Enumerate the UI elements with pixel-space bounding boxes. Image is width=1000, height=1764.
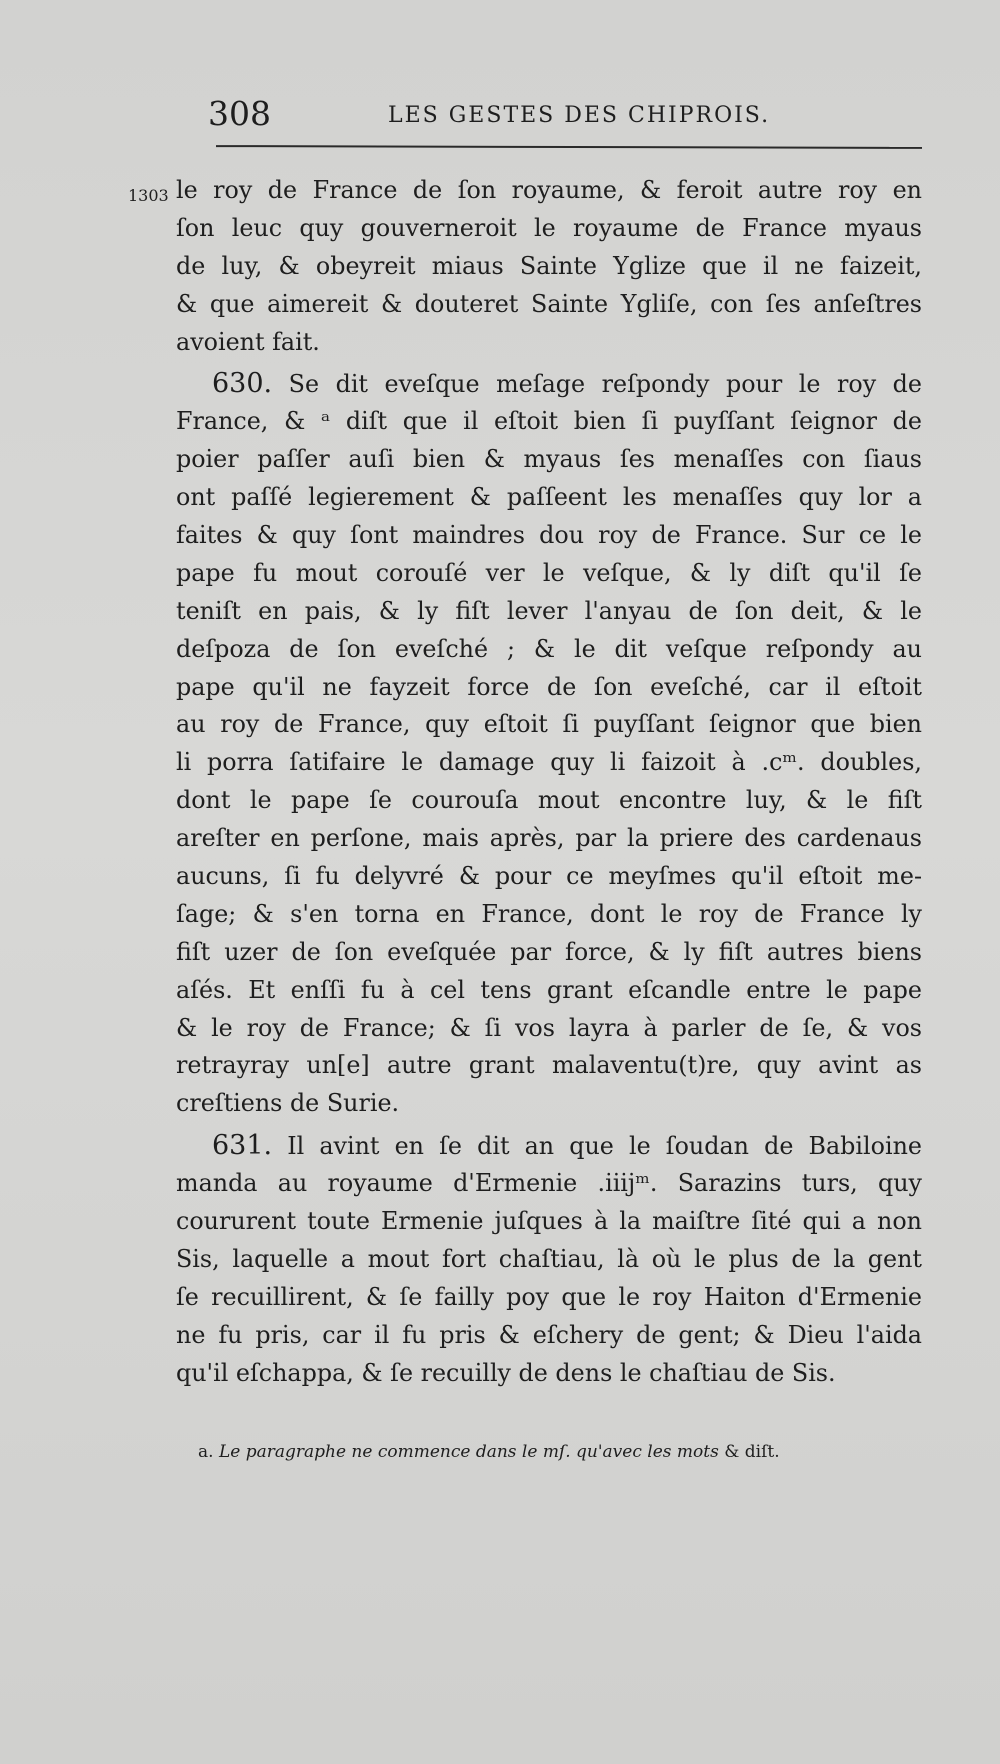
line-text: Se dit eveſque meſage reſpondy pour le roy de [272, 370, 922, 399]
text-line [176, 365, 922, 403]
line-text: de luy, & obeyreit miaus Sainte Yglize que il ne faizeit, [176, 251, 922, 280]
paragraph-number: 630. [212, 368, 273, 400]
line-text: aucuns, ſi fu delyvré & pour ce meyſmes qu'il eſtoit me- [176, 862, 922, 891]
text-line [176, 286, 922, 324]
line-text: Il avint en ſe dit an que le ſoudan de Babiloine [272, 1132, 922, 1161]
text-line [176, 324, 922, 362]
line-text: pape qu'il ne fayzeit force de ſon eveſché, car il eſtoit [176, 672, 922, 701]
text-line [176, 896, 922, 934]
line-text: areſter en perſone, mais après, par la priere des cardenaus [176, 824, 922, 853]
line-text: aſés. Et enſſi fu à cel tens grant eſcandle entre le pape [176, 975, 922, 1004]
line-text: manda au royaume d'Ermenie .iiijᵐ. Sarazins turs, quy [176, 1169, 922, 1198]
footnote-label: a. [198, 1442, 214, 1462]
line-text: ſe recuillirent, & ſe failly poy que le roy Haiton d'Ermenie [176, 1282, 922, 1311]
page-number: 308 [208, 94, 271, 133]
text-line [176, 1010, 922, 1048]
line-text: ſage; & s'en torna en France, dont le roy de France ly [176, 899, 922, 928]
text-line [176, 1165, 922, 1203]
text-line [176, 1047, 922, 1085]
line-text: Sis, laquelle a mout fort chaſtiau, là où le plus de la gent [176, 1244, 922, 1273]
text-line [176, 669, 922, 707]
text-line [176, 972, 922, 1010]
running-title: LES GESTES DES CHIPROIS. [388, 103, 771, 128]
margin-year: 1303 [128, 186, 169, 205]
text-line [176, 1241, 922, 1279]
text-line [176, 1203, 922, 1241]
line-text: le roy de France de ſon royaume, & feroit autre roy en [176, 176, 922, 204]
text-line [176, 706, 922, 744]
text-line [176, 1127, 922, 1165]
line-text: & le roy de France; & ſi vos layra à parler de ſe, & vos [176, 1013, 922, 1042]
text-line [176, 172, 922, 210]
text-line [176, 1317, 922, 1355]
paragraph-number: 631. [212, 1130, 273, 1162]
text-line [176, 1279, 922, 1317]
text-line [176, 934, 922, 972]
line-text: fiſt uzer de ſon eveſquée par force, & ly fiſt autres biens [176, 937, 922, 966]
line-text: poier paſſer auſi bien & myaus ſes menaſſes con ſiaus [176, 445, 922, 474]
text-line [176, 858, 922, 896]
line-text: qu'il eſchappa, & ſe recuilly de dens le chaſtiau de Sis. [176, 1358, 836, 1387]
text-line [176, 782, 922, 820]
line-text: avoient fait. [176, 327, 320, 356]
text-line [176, 403, 922, 441]
text-line [176, 744, 922, 782]
text-line [176, 631, 922, 669]
text-line [176, 593, 922, 631]
text-line [176, 1355, 922, 1393]
line-text: coururent toute Ermenie juſques à la maiſtre ſité qui a non [176, 1207, 922, 1236]
line-text: ſon leuc quy gouverneroit le royaume de France myaus [176, 213, 922, 242]
line-text: au roy de France, quy eſtoit ſi puyſſant ſeignor que bien [176, 710, 922, 739]
line-text: faites & quy ſont maindres dou roy de France. Sur ce le [176, 521, 922, 550]
body-text [176, 172, 922, 1393]
footnote [198, 1440, 918, 1464]
line-text: France, & ᵃ diſt que il eſtoit bien ſi puyſſant ſeignor de [176, 407, 922, 436]
text-line [176, 1085, 922, 1123]
line-text: deſpoza de ſon eveſché ; & le dit veſque reſpondy au [176, 634, 922, 663]
line-text: pape fu mout corouſé ver le veſque, & ly diſt qu'il ſe [176, 558, 922, 587]
text-line [176, 820, 922, 858]
text-line [176, 517, 922, 555]
line-text: dont le pape ſe courouſa mout encontre luy, & le fiſt [176, 786, 922, 815]
text-line [176, 441, 922, 479]
text-line [176, 248, 922, 286]
page-header [208, 94, 924, 144]
text-line [176, 479, 922, 517]
line-text: teniſt en pais, & ly fiſt lever l'anyau de ſon deit, & le [176, 596, 922, 625]
line-text: li porra ſatifaire le damage quy li faizoit à .cᵐ. doubles, [176, 748, 922, 777]
line-text: retrayray un[e] autre grant malaventu(t)re, quy avint as [176, 1051, 922, 1080]
header-rule [216, 145, 922, 149]
text-line [176, 210, 922, 248]
line-text: creſtiens de Surie. [176, 1089, 400, 1118]
footnote-text: Le paragraphe ne commence dans le mſ. qu'avec les mots [218, 1442, 719, 1462]
line-text: ont paſſé legierement & paſſeent les menaſſes quy lor a [176, 483, 922, 512]
line-text: ne fu pris, car il fu pris & eſchery de gent; & Dieu l'aida [176, 1320, 922, 1349]
text-line [176, 555, 922, 593]
footnote-tail: & diſt. [724, 1442, 780, 1462]
line-text: & que aimereit & douteret Sainte Ygliſe, con ſes anſeſtres [176, 289, 922, 318]
